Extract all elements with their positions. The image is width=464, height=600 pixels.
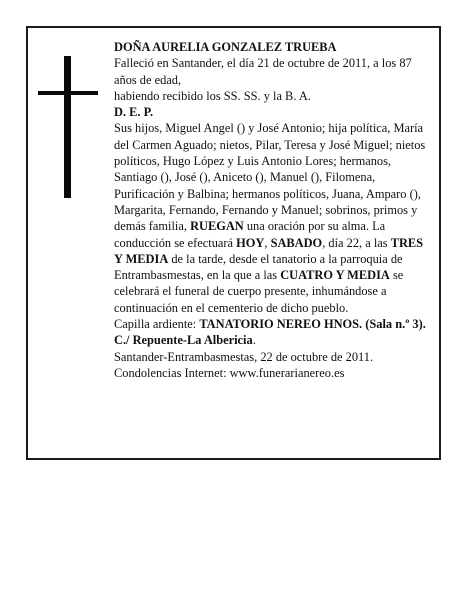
funeral-paragraph	[114, 120, 428, 316]
chapel-info	[114, 316, 428, 349]
obituary-notice	[26, 26, 441, 460]
death-info: Falleció en Santander, el día 21 de octubre de 2011, a los 87 años de edad,	[114, 56, 412, 87]
chapel-name: TANATORIO NEREO HNOS. (Sala n.º 3). C./ Repuente-La Albericia	[114, 317, 426, 348]
day-text: , día 22, a las	[322, 235, 391, 250]
cross-icon	[38, 56, 98, 198]
chapel-end: .	[252, 333, 256, 348]
conduction-text: de la tarde, desde el tanatorio a la parroquia de Entrambasmestas, en la que a las	[114, 251, 403, 283]
condolences-info: Condolencias Internet: www.funerarianereo.es	[114, 365, 345, 380]
cross-vertical-bar	[64, 56, 71, 198]
notice-text	[114, 39, 428, 381]
deceased-name: DOÑA AURELIA GONZALEZ TRUEBA	[114, 40, 337, 54]
funeral-text: se celebrará el funeral de cuerpo presente, inhumándose a continuación en el cementerio de dicho pueblo.	[114, 268, 404, 315]
tres-y-media-label: TRES Y MEDIA	[114, 235, 424, 266]
hoy-label: HOY	[236, 235, 265, 250]
cross-horizontal-bar	[38, 91, 98, 95]
comma-text: ,	[264, 235, 271, 250]
prayer-text: una oración por su alma. La conducción se efectuará	[114, 219, 386, 250]
ruegan-label: RUEGAN	[190, 219, 244, 234]
family-list: Sus hijos, Miguel Angel () y José Antonio; hija política, María del Carmen Aguado; nietos, Pilar, Teresa y José Miguel; nietos políticos, Hugo López y Luis Antonio Lores; hermanos, Santiago (), José (), Aniceto (), Manuel (), Filomena, Purificación y Balbina; hermanos políticos, Juana, Amparo (), Margarita, Fernando, Fernando y Manuel; sobrinos, primos y demás familia,	[114, 121, 426, 234]
sabado-label: SABADO	[270, 235, 323, 250]
sacraments-info: habiendo recibido los SS. SS. y la B. A.	[114, 88, 311, 103]
cuatro-y-media-label: CUATRO Y MEDIA	[280, 268, 390, 283]
chapel-label: Capilla ardiente:	[114, 317, 200, 332]
dep-label: D. E. P.	[114, 105, 154, 120]
place-date: Santander-Entrambasmestas, 22 de octubre de 2011.	[114, 349, 374, 364]
